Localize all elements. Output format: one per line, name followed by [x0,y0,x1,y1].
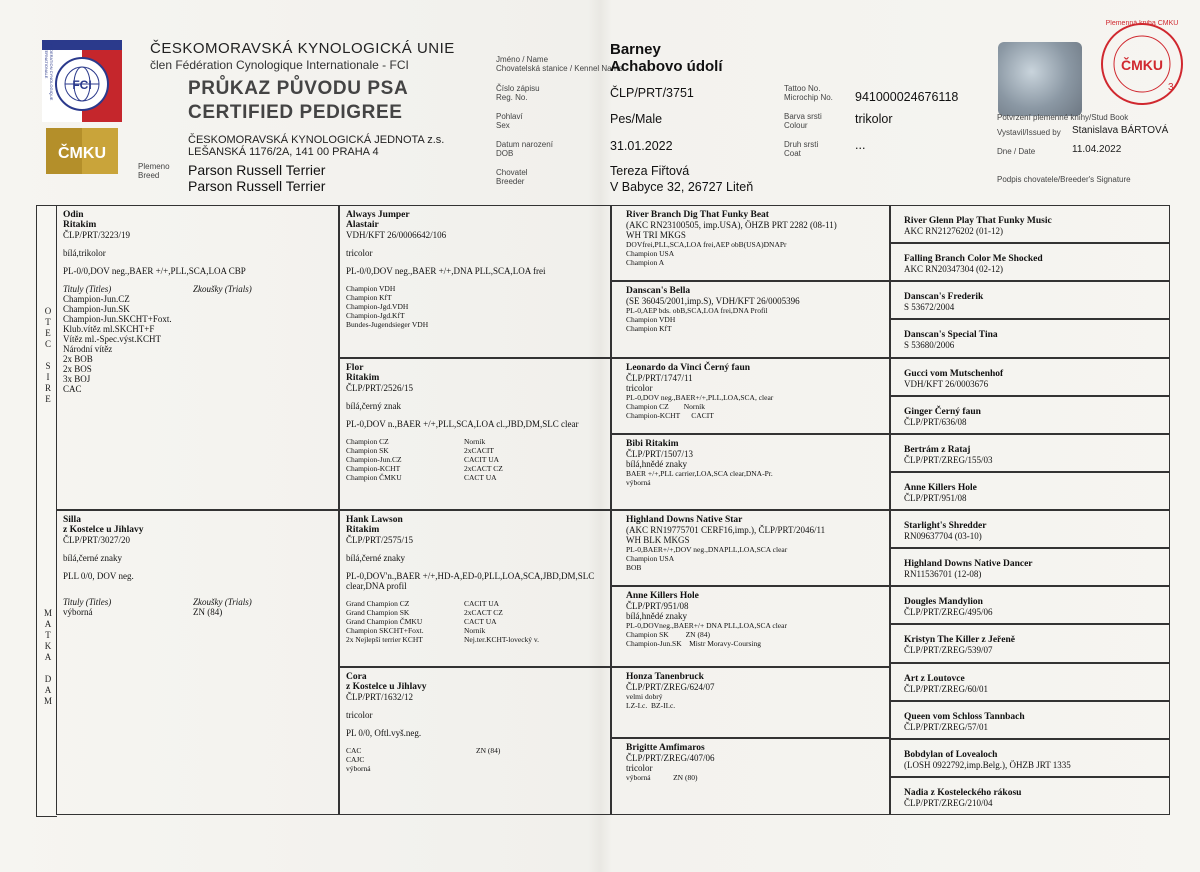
ancestor-name: Anne Killers Hole [904,483,977,493]
fci-cmku-logo [42,40,122,178]
club-address: ČESKOMORAVSKÁ KYNOLOGICKÁ JEDNOTA z.s. LEŠANSKÁ 1176/2A, 141 00 PRAHA 4 [188,134,445,158]
ancestor-name: Bertrám z Rataj [904,445,971,455]
gen4-ancestor-cell [890,510,1170,548]
sire-side-label: O T E C S I R E [44,306,52,404]
ancestor-reg: AKC RN21276202 (01-12) [904,226,1003,236]
ancestor-detail: BAER +/+,PLL carrier,LOA,SCA clear,DNA-Pr. [626,469,773,478]
gen4-ancestor-cell [890,472,1170,510]
stamp-number: 3 [1168,82,1174,93]
ancestor-reg: ČLP/PRT/ZREG/57/01 [904,722,988,732]
ancestor-reg: S 53680/2006 [904,340,955,350]
ancestor-name: Honza Tanenbruck [626,672,704,682]
reg-label: Číslo zápisu Reg. No. [496,84,540,102]
ancestor-detail: (AKC RN23100505, imp.USA), ÖHZB PRT 2282 (08-11) [626,220,837,230]
ancestor-name: Brigitte Amfimaros [626,743,705,753]
stamp-text: Plemenná kniha ČMKU [1105,20,1179,27]
ancestor-name: Starlight's Shredder [904,521,987,531]
ancestor-reg: ČLP/PRT/ZREG/210/04 [904,798,993,808]
ancestor-name: Dougles Mandylion [904,597,983,607]
microchip-number: 941000024676118 [855,90,959,104]
date-label: Dne / Date [997,147,1036,156]
ancestor-reg: RN11536701 (12-08) [904,569,982,579]
ancestor-name: Art z Loutovce [904,674,965,684]
ancestor-detail: PL-0,AEP bds. obB,SCA,LOA frei,DNA Profil [626,306,768,315]
ancestor-reg: RN09637704 (03-10) [904,531,982,541]
gen3-ancestor-cell [611,205,890,281]
gen4-ancestor-cell [890,701,1170,739]
breed-value: Parson Russell Terrier Parson Russell Terrier [188,162,326,194]
sire-sire-cell: Always Jumper Alastair VDH/KFT 26/0006642/106 tricolor PL-0/0,DOV neg.,BAER +/+,DNA PLL,SCA,LOA frei Champion VDH Champion KfT Champion-Jgd.VDH Champion-Jgd.KfT Bundes-Jugendsieger VDH [339,205,611,358]
name-label: Jméno / Name Chovatelská stanice / Kennel Name [496,55,623,73]
ancestor-name: Danscan's Special Tina [904,330,998,340]
gen4-ancestor-cell [890,434,1170,472]
ancestor-reg: VDH/KFT 26/0003676 [904,379,989,389]
gen4-ancestor-cell [890,358,1170,396]
side-label-column [36,205,57,817]
gen4-ancestor-cell [890,281,1170,319]
fci-logo-text: FCI [72,78,92,92]
microchip-label: Tattoo No. Microchip No. [784,84,833,102]
ancestor-detail: Champion USA [626,249,675,258]
sire-dam-cell: Flor Ritakim ČLP/PRT/2526/15 bílá,černý znak PL-0,DOV n.,BAER +/+,PLL,SCA,LOA cl.,JBD,DM,SLC clear Champion CZ Norník Champion SK 2xCACIT Champion-Jun.CZ CACIT UA Champion-KCHT 2xCACT CZ Champion ČMKU CACT UA [339,358,611,510]
ancestor-detail: výborná [626,478,651,487]
ancestor-name: Bibi Ritakim [626,439,679,449]
ancestor-name: Gucci vom Mutschenhof [904,369,1004,379]
gen3-ancestor-cell [611,434,890,510]
ancestor-detail: PL-0,DOVneg.,BAER+/+ DNA PLL,LOA,SCA clear [626,621,787,630]
ancestor-name: Queen vom Schloss Tannbach [904,712,1025,722]
date-value: 11.04.2022 [1072,144,1122,155]
ancestor-reg: AKC RN20347304 (02-12) [904,264,1003,274]
ancestor-detail: ČLP/PRT/ZREG/624/07 [626,682,715,692]
dam-sire-cell: Hank Lawson Ritakim ČLP/PRT/2575/15 bílá,černé znaky PL-0,DOV'n.,BAER +/+,HD-A,ED-0,PLL,LOA,SCA,JBD,DM,SLC clear,DNA profil Grand Champion CZ CACIT UA Grand Champion SK 2xCACT CZ Grand Champion ČMKU CACT UA Champion SKCHT+Foxt. Norník 2x Nejlepší terrier KCHT Nej.ter.KCHT-lovecký v. [339,510,611,667]
ancestor-name: Ginger Černý faun [904,407,981,417]
breed-label: Plemeno Breed [138,162,170,180]
ancestor-reg: ČLP/PRT/ZREG/495/06 [904,607,993,617]
stamp-logo: ČMKU [1121,57,1163,73]
ancestor-detail: ČLP/PRT/1507/13 [626,449,693,459]
ancestor-name: Leonardo da Vinci Černý faun [626,363,751,373]
ancestor-name: River Branch Dig That Funky Beat [626,210,769,220]
org-subtitle: člen Fédération Cynologique Internationale - FCI [150,58,409,72]
gen4-ancestor-cell [890,548,1170,586]
ancestor-reg: ČLP/PRT/636/08 [904,417,967,427]
ancestor-reg: ČLP/PRT/ZREG/60/01 [904,684,988,694]
ancestor-detail: (AKC RN19775701 CERF16,imp.), ČLP/PRT/2046/11 [626,525,826,535]
studbook-line: Potvrzení plemenné knihy/Stud Book [997,113,1129,122]
title-english: CERTIFIED PEDIGREE [188,102,403,123]
gen3-ancestor-cell [611,358,890,434]
fci-logo-ring-text: FEDERATION CYNOLOGIQUE INTERNATIONALE [44,44,54,101]
title-czech: PRŮKAZ PŮVODU PSA [188,78,409,99]
sire-titles: Champion-Jun.CZ Champion-Jun.SK Champion-Jun.SKCHT+Foxt. Klub.vítěz ml.SKCHT+F Vítěz ml.-Spec.výst.KCHT Národní vítěz 2x BOB 2x BOS 3x BOJ CAC [63,294,172,394]
ancestor-detail: DOVfrei,PLL,SCA,LOA frei,AEP obB(USA)DNAPr [626,240,787,249]
ancestor-detail: (SE 36045/2001,imp.S), VDH/KFT 26/0005396 [626,296,800,306]
ancestor-name: Highland Downs Native Dancer [904,559,1033,569]
ancestor-detail: Champion-Jun.SK Mistr Moravy-Coursing [626,639,761,648]
ancestor-detail: ČLP/PRT/951/08 [626,601,689,611]
ancestor-name: Highland Downs Native Star [626,515,743,525]
ancestor-detail: BOB [626,563,642,572]
ancestor-detail: WH BLK MKGS [626,535,690,545]
colour-label: Barva srsti Colour [784,112,822,130]
ancestor-detail: WH TRI MKGS [626,230,686,240]
coat-value: ... [855,138,866,152]
ancestor-detail: tricolor [626,383,653,393]
ancestor-reg: ČLP/PRT/ZREG/155/03 [904,455,993,465]
ancestor-detail: Champion CZ Norník [626,402,705,411]
issued-by-label: Vystavil/Issued by [997,128,1061,137]
ancestor-detail: Champion USA [626,554,675,563]
org-name: ČESKOMORAVSKÁ KYNOLOGICKÁ UNIE [150,40,455,57]
gen4-ancestor-cell [890,739,1170,777]
ancestor-detail: ČLP/PRT/ZREG/407/06 [626,753,715,763]
ancestor-name: Nadia z Kosteleckého rákosu [904,788,1022,798]
dog-name: Barney Achabovo údolí [610,41,723,75]
ancestor-detail: ČLP/PRT/1747/11 [626,373,693,383]
hologram-seal [998,42,1082,116]
ancestor-name: Falling Branch Color Me Shocked [904,254,1043,264]
dob-value: 31.01.2022 [610,139,673,153]
gen4-ancestor-cell [890,243,1170,281]
reg-number: ČLP/PRT/3751 [610,86,694,100]
gen4-ancestor-cell [890,624,1170,663]
gen3-ancestor-cell [611,281,890,358]
gen3-ancestor-cell [611,586,890,667]
ancestor-detail: výborná ZN (80) [626,773,698,782]
gen3-ancestor-cell [611,510,890,586]
ancestor-name: River Glenn Play That Funky Music [904,216,1052,226]
gen4-ancestor-cell [890,396,1170,434]
dam-cell: Silla z Kostelce u Jihlavy ČLP/PRT/3027/20 bílá,černé znaky PLL 0/0, DOV neg. Tituly (Titles) Zkoušky (Trials) výborná ZN (84) [56,510,339,815]
studbook-stamp [1098,20,1186,108]
ancestor-detail: tricolor [626,763,653,773]
breeder-signature-label: Podpis chovatele/Breeder's Signature [997,175,1131,184]
gen4-ancestor-cell [890,205,1170,243]
sex-label: Pohlaví Sex [496,112,523,130]
ancestor-reg: ČLP/PRT/ZREG/539/07 [904,645,993,655]
ancestor-name: Kristyn The Killer z Jeřeně [904,635,1015,645]
ancestor-detail: bílá,hnědé znaky [626,611,687,621]
ancestor-name: Danscan's Frederik [904,292,984,302]
breeder-label: Chovatel Breeder [496,168,528,186]
ancestor-name: Danscan's Bella [626,286,691,296]
gen4-ancestor-cell [890,586,1170,624]
dob-label: Datum narození DOB [496,140,553,158]
ancestor-detail: PL-0,DOV neg.,BAER+/+,PLL,LOA,SCA, clear [626,393,774,402]
ancestor-name: Anne Killers Hole [626,591,699,601]
gen3-ancestor-cell [611,667,890,738]
gen3-ancestor-cell [611,738,890,815]
ancestor-reg: ČLP/PRT/951/08 [904,493,967,503]
dam-dam-cell: Cora z Kostelce u Jihlavy ČLP/PRT/1632/12 tricolor PL 0/0, Oftl.vyš.neg. CAC ZN (84) CAJC výborná [339,667,611,815]
ancestor-detail: Champion VDH [626,315,676,324]
ancestor-detail: bílá,hnědé znaky [626,459,687,469]
ancestor-detail: velmi dobrý [626,692,663,701]
sex-value: Pes/Male [610,112,663,126]
ancestor-detail: Champion-KCHT CACIT [626,411,714,420]
ancestor-detail: Champion SK ZN (84) [626,630,710,639]
ancestor-reg: (LOSH 0922792,imp.Belg.), ÖHZB JRT 1335 [904,760,1071,770]
ancestor-detail: Champion KfT [626,324,672,333]
ancestor-detail: PL-0,BAER+/+,DOV neg.,DNAPLL,LOA,SCA clear [626,545,788,554]
gen4-ancestor-cell [890,777,1170,815]
sire-cell: Odin Ritakim ČLP/PRT/3223/19 bílá,trikolor PL-0/0,DOV neg.,BAER +/+,PLL,SCA,LOA CBP Tituly (Titles) Zkoušky (Trials) Champion-Jun.CZ Champion-Jun.SK Champion-Jun.SKCHT+Foxt. Klub.vítěz ml.SKCHT+F Vítěz ml.-Spec.výst.KCHT Národní vítěz 2x BOB 2x BOS 3x BOJ CAC [56,205,339,510]
issued-by-value: Stanislava BÁRTOVÁ [1072,125,1169,136]
coat-label: Druh srsti Coat [784,140,819,158]
breeder-value: Tereza Fiřtová V Babyce 32, 26727 Liteň [610,164,754,194]
gen4-ancestor-cell [890,319,1170,358]
gen4-ancestor-cell [890,663,1170,701]
cmku-logo-text: ČMKU [58,145,106,162]
ancestor-detail: Champion A [626,258,665,267]
dam-side-label: M A T K A D A M [43,608,52,706]
ancestor-name: Bobdylan of Lovealoch [904,750,998,760]
ancestor-reg: S 53672/2004 [904,302,955,312]
ancestor-detail: LZ-I.c. BZ-II.c. [626,701,676,710]
colour-value: trikolor [855,112,893,126]
